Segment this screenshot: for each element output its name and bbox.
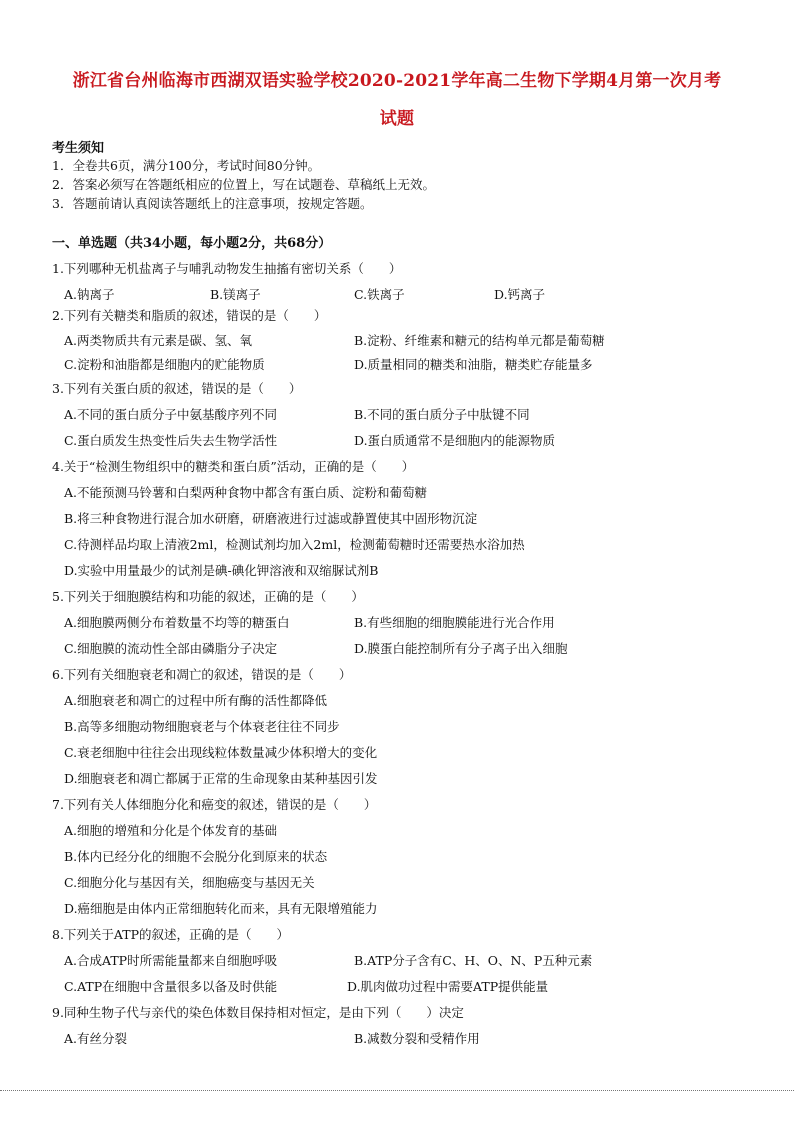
question-stem: 8.下列关于ATP的叙述，正确的是（ ） — [52, 927, 290, 942]
question-option: B.体内已经分化的细胞不会脱分化到原来的状态 — [64, 849, 328, 864]
section-heading: 一、单选题（共34小题，每小题2分，共68分） — [52, 236, 332, 251]
question-option: C.细胞分化与基因有关，细胞癌变与基因无关 — [64, 875, 315, 890]
question-option: B.镁离子 — [210, 287, 261, 302]
question-stem: 4.关于“检测生物组织中的糖类和蛋白质”活动，正确的是（ ） — [52, 459, 415, 474]
question-stem: 9.同种生物子代与亲代的染色体数目保持相对恒定，是由下列（ ）决定 — [52, 1005, 464, 1020]
question-option: B.有些细胞的细胞膜能进行光合作用 — [354, 615, 555, 630]
question-option: D.膜蛋白能控制所有分子离子出入细胞 — [354, 641, 568, 656]
question-option: A.细胞膜两侧分布着数量不均等的糖蛋白 — [64, 615, 290, 630]
question-stem: 1.下列哪种无机盐离子与哺乳动物发生抽搐有密切关系（ ） — [52, 261, 402, 276]
question-option: C.蛋白质发生热变性后失去生物学活性 — [64, 433, 278, 448]
question-option: C.ATP在细胞中含量很多以备及时供能 — [64, 979, 278, 994]
question-option: D.蛋白质通常不是细胞内的能源物质 — [354, 433, 556, 448]
question-option: D.癌细胞是由体内正常细胞转化而来，具有无限增殖能力 — [64, 901, 378, 916]
notice-item: 3．答题前请认真阅读答题纸上的注意事项，按规定答题。 — [52, 196, 373, 211]
notice-heading: 考生须知 — [52, 141, 105, 156]
question-option: D.细胞衰老和凋亡都属于正常的生命现象由某种基因引发 — [64, 771, 378, 786]
question-option: D.钙离子 — [494, 287, 546, 302]
page-footer-divider — [0, 1090, 794, 1091]
question-option: A.不同的蛋白质分子中氨基酸序列不同 — [64, 407, 278, 422]
question-option: C.铁离子 — [354, 287, 405, 302]
question-option: C.细胞膜的流动性全部由磷脂分子决定 — [64, 641, 278, 656]
document-title-continued: 试题 — [379, 109, 415, 129]
question-option: B.淀粉、纤维素和糖元的结构单元都是葡萄糖 — [354, 333, 605, 348]
notice-item: 2．答案必须写在答题纸相应的位置上，写在试题卷、草稿纸上无效。 — [52, 177, 435, 192]
question-option: D.肌肉做功过程中需要ATP提供能量 — [347, 979, 549, 994]
question-option: A.不能预测马铃薯和白梨两种食物中都含有蛋白质、淀粉和葡萄糖 — [64, 485, 428, 500]
question-option: B.ATP分子含有C、H、O、N、P五种元素 — [354, 953, 593, 968]
notice-item: 1．全卷共6页，满分100分，考试时间80分钟。 — [52, 158, 321, 173]
question-option: B.将三种食物进行混合加水研磨，研磨液进行过滤或静置使其中固形物沉淀 — [64, 511, 478, 526]
question-option: C.淀粉和油脂都是细胞内的贮能物质 — [64, 357, 265, 372]
question-stem: 7.下列有关人体细胞分化和癌变的叙述，错误的是（ ） — [52, 797, 377, 812]
question-option: D.质量相同的糖类和油脂，糖类贮存能量多 — [354, 357, 593, 372]
question-stem: 6.下列有关细胞衰老和凋亡的叙述，错误的是（ ） — [52, 667, 352, 682]
question-stem: 2.下列有关糖类和脂质的叙述，错误的是（ ） — [52, 308, 327, 323]
question-stem: 5.下列关于细胞膜结构和功能的叙述，正确的是（ ） — [52, 589, 364, 604]
question-option: A.细胞的增殖和分化是个体发育的基础 — [64, 823, 278, 838]
document-title: 浙江省台州临海市西湖双语实验学校2020-2021学年高二生物下学期4月第一次月考 — [72, 71, 722, 91]
question-option: D.实验中用量最少的试剂是碘-碘化钾溶液和双缩脲试剂B — [64, 563, 379, 578]
question-option: A.细胞衰老和凋亡的过程中所有酶的活性都降低 — [64, 693, 328, 708]
question-option: A.合成ATP时所需能量都来自细胞呼吸 — [64, 953, 278, 968]
question-option: B.减数分裂和受精作用 — [354, 1031, 480, 1046]
question-option: B.高等多细胞动物细胞衰老与个体衰老往往不同步 — [64, 719, 340, 734]
question-option: A.有丝分裂 — [64, 1031, 128, 1046]
question-stem: 3.下列有关蛋白质的叙述，错误的是（ ） — [52, 381, 302, 396]
question-option: C.衰老细胞中往往会出现线粒体数量减少体积增大的变化 — [64, 745, 378, 760]
question-option: A.钠离子 — [64, 287, 115, 302]
question-option: B.不同的蛋白质分子中肽键不同 — [354, 407, 530, 422]
question-option: C.待测样品均取上清液2ml，检测试剂均加入2ml，检测葡萄糖时还需要热水浴加热 — [64, 537, 525, 552]
question-option: A.两类物质共有元素是碳、氢、氧 — [64, 333, 253, 348]
